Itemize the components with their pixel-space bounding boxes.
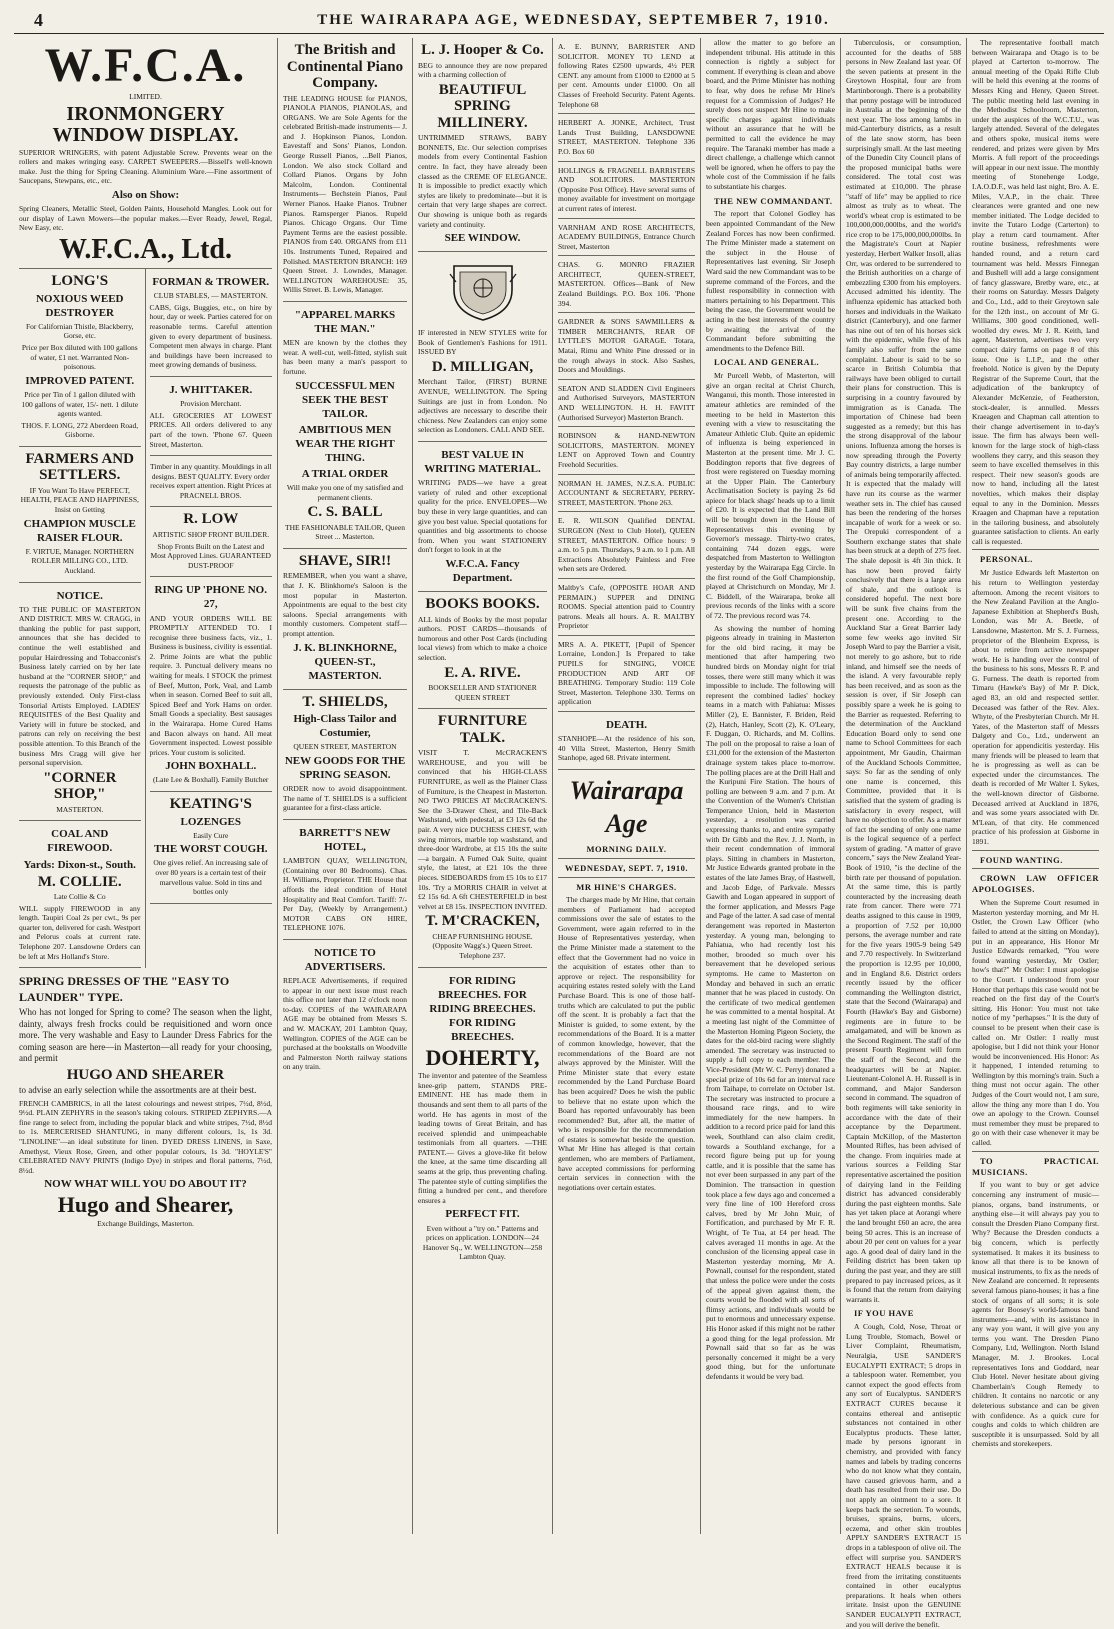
shave-ad (283, 549, 407, 690)
hugo-question: NOW WHAT WILL YOU DO ABOUT IT? (44, 1178, 247, 1191)
ifyou-body: A Cough, Cold, Nose, Throat or Lung Trouble, Stomach, Bowel or Liver Complaint, Rheumatism, Neuralgia, USE SANDER'S EUCALYPTI EXTRACT; 5 drops in a tablespoon water. Remember, you cannot expect the good effects from any sort of Eucalyptus. SANDER'S EXTRACT CURES because it contains ethereal and antiseptic substances not contained in other Eucalyptus products. These latter, made by persons ignorant in chemistry, and provided with fancy names and labels by trading concerns who do not know what they contain, have caused grievous harm, and a death has resulted from their use. Do not apply an ointment to a sore. It keeps back the secretion. To wounds, bruises, sprains, burns, ulcers, eczema, and other skin troubles APPLY SANDER'S EXTRACT 15 drops in a tablespoon of olive oil. The effect will surprise you. SANDER'S EXTRACT HEALS because it is freed from the irritating constituents contained in other eucalyptus preparations. It heals when others irritate. Insist upon the GENUINE SANDER EUCALYPTI EXTRACT, and you will derive the benefit. (846, 1322, 961, 1629)
coal-ad (19, 821, 141, 968)
hugo-address: Exchange Buildings, Masterton. (97, 1218, 194, 1228)
hooper-see: SEE WINDOW. (444, 232, 521, 245)
furniture-ad (418, 709, 547, 967)
boxhall-sub: (Late Lee & Boxhall). Family Butcher (153, 775, 269, 785)
shields-new: NEW GOODS FOR THE SPRING SEASON. (284, 755, 406, 782)
champion-signature: F. VIRTUE, Manager. NORTHERN ROLLER MILLING CO., LTD. Auckland. (25, 546, 134, 576)
notice-title: NOTICE. (56, 589, 103, 602)
apparel-ambitious: AMBITIOUS MEN WEAR THE RIGHT THING. (295, 423, 395, 464)
doherty-end: Even without a "try on." Patterns and prices on application. LONDON—24 Hanover Sq., W. WELLINGTON—258 Lambton Quay. (422, 1223, 543, 1262)
corner-shop-title: "CORNER SHOP," (43, 769, 117, 803)
writing-body: WRITING PADS—we have a great variety of ruled and other exceptional quality for the price. ENVELOPES—We buy these in very large quantities, and can give you best value. Special quotations for quantities and big assortments to choose from. When you want STATIONERY don't forget to look in at the (418, 478, 547, 555)
ifyou-title: IF YOU HAVE (854, 1308, 914, 1319)
hooper-title: L. J. Hooper & Co. (421, 42, 544, 58)
shields-body: ORDER now to avoid disappointment. The name of T. SHIELDS is a sufficient guarantee for a first-class article. (283, 784, 407, 813)
advertisers-title: NOTICE TO ADVERTISERS. (304, 946, 386, 973)
hugo-ad (19, 968, 272, 1234)
forman-body: CABS, Gigs, Buggies, etc., on hire by hour, day or week. Parties catered for on reasonable terms. Careful attention given to every department of business. Competent men always in charge. Plant and buildings have been increased to meet growing demands of business. (149, 302, 272, 370)
mccracken-sub: CHEAP FURNISHING HOUSE. (Opposite Wagg's.) Queen Street. Telephone 237. (432, 931, 533, 961)
barrett-ad (283, 820, 407, 940)
farmers-body: IF You Want To Have PERFECT, HEALTH, PEACE AND HAPPINESS, Insist on Getting (20, 485, 139, 515)
furniture-title: FURNITURE TALK. (437, 713, 528, 746)
editorial-date: WEDNESDAY, SEPT. 7, 1910. (565, 863, 688, 874)
apparel-trial-body: Will make you one of my satisfied and permanent clients. (286, 483, 404, 502)
milligan-name: D. MILLIGAN, (431, 358, 534, 375)
homing-body: As showing the number of homing pigeons already in training in Masterton for the old bird racing, it may be mentioned that after hampering two hundred birds on Monday night for trial tosses, there were still many which it was impossible to include. The following will represent the combined ladies' hockey teams in a match with Pahiatua: Misses Miller (2), E. Bannister, F. Briden, Reid (2), Hatch, Hanley, Scott (2), K. O'Leary, F. Duggan, O. Richards, and M. Collins. The poll on the proposal to raise a loan of £31,000 for the extension of the Masterton drainage system takes place to-morrow. The polling places are at the Drill Hall and the Kuripuni Fire Station. The hours of polling are between 9 a.m. and 7 p.m. At the Convention of the Women's Christian Temperance Union, held in Masterton yesterday, a resolution was carried expressing thanks to, and entire sympathy with Dr Gibb and the Rev. J. J. North, in their recent condemnation of immoral plays. Sitting in chambers in Masterton, Mr Justice Edwards granted probate in the estates of the late James Bray, of Hastwell, and Jacob Edge, of Parkvale. Messrs Gawith and Logan appeared in support of the former application, and Messrs Page and Page of the latter. A sad case of mental derangement was reported in Masterton yesterday. A young man, belonging to Pahiatua, who had recently lost his mother, brooded so much over his bereavement that he developed serious symptoms. He came to Masterton on Monday and behaved in such an erratic manner that he was placed in custody. On the certificate of two medical gentlemen he was committed to a mental hospital. At a meeting last night of the Committee of the Masterton Homing Pigeon Society, the dates for the old-bird racing were slightly amended. The secretary was instructed to supply a full copy to each member. The Vice-President (Mr W. C. Perry) donated a special prize of 10s 6d for an interval race from Taihape, to correlate on October 1st. The secretary was instructed to procure a thousand race rings, and to wire immediately for the new hampers. In addition to a record price paid for land this week, Southland can also claim credit, towards a Southland exchange, for a record figure being put up for young cattle, and it is possible that the same has not ever been surpassed in any part of the Dominion. The transaction in question took place a few days ago and concerned a very fine line of 100 Hereford cross calves, bred by Mr John Muir, of Fortification, and purchased by Mr F. R. Wright, of Te Tua, at £4 per head. The calves averaged 11 months in age. At the conclusion of the licensing appeal case in Masterton yesterday morning, Mr A. Pownall, counsel for the respondent, stated that unless the police were under the costs of the appeal given against them, the courts would be flooded with all sorts of flimsy actions, and individuals would be put to enormous and unnecessary expense. His Honor asked if this might not be rather a good thing for the legal profession. Mr Pownall said that so far as he was personally concerned it might be a very good thing, but for the unfortunate defendants it would be very bad. (706, 623, 835, 1381)
wfca-limited: LIMITED. (129, 92, 162, 101)
pikett-card: MRS A. A. PIKETT, [Pupil of Spencer Lorraine, London.] Is Prepared to take PUPILS for SINGING, VOICE PRODUCTION AND ART OF BREATHING. Temporary Studio: 119 Cole Street, Masterton. Telephone 330. Terms on application (558, 636, 695, 712)
piano-title: The British and Continental Piano Company. (286, 42, 404, 91)
newspaper-header: THE WAIRARAPA AGE, WEDNESDAY, SEPTEMBER 7, 1910. (317, 12, 830, 28)
farmers-title: FARMERS AND SETTLERS. (25, 450, 134, 484)
hooper-headline: BEAUTIFUL SPRING MILLINERY. (437, 81, 528, 131)
butcher-ad (150, 577, 273, 792)
keatings-sub: LOZENGES (180, 815, 242, 828)
hooper-body: BEG to announce they are now prepared with a charming collection of (418, 60, 547, 80)
shields-title: T. SHIELDS, (302, 693, 388, 710)
shave-title: SHAVE, SIR!! (298, 552, 392, 569)
hugo-headline: SPRING DRESSES OF THE "EASY TO LAUNDER" TYPE. (19, 974, 230, 1004)
advertisers-body: REPLACE Advertisements, if required to appear in our next issue must reach this office not later than 12 o'clock noon to-day. COPIES of the WAIRARAPA AGE may be obtained from Messrs S. and W. MACKAY, 201 Lambton Quay, Wellington. COPIES of the AGE can be purchased at the bookstalls on Woodville and Palmerston North railway stations on any train. (283, 976, 407, 1072)
personal-title: PERSONAL. (980, 554, 1033, 565)
found-title: FOUND WANTING. (980, 854, 1063, 865)
hine-continued: allow the matter to go before an independent tribunal. His attitude in this connection is rightly a subject for comment. If everything is clean and above board, and the Prime Minister has nothing to fear, why does he refuse Mr Hine's request for a Commission of Judges? He surely does not suspect Mr Hine to make specific charges against individuals without an assurance that he will be permitted to call the evidence he may require. The Taranaki member has made a direct challenge, a challenge which cannot well be ignored, when he offers to pay the whole cost of the Commission if he fails to substantiate his charges. (706, 38, 835, 191)
wfca-ad (19, 38, 272, 269)
longs-ad (19, 269, 141, 447)
barrett-body: LAMBTON QUAY, WELLINGTON, (Containing over 80 Bedrooms). Chas. H. Williams, Proprietor. THE House that affords the ideal condition of Hotel Hospitality and Real Comfort. Tariff: 7/- Per Day, (Weekly by Arrangement.) MOTOR CABS ON HIRE, TELEPHONE 1076. (283, 856, 407, 933)
ball-title: C. S. BALL (307, 504, 383, 521)
commandant-body: The report that Colonel Godley has been appointed Commandant of the New Zealand Forces has now been confirmed. The Prime Minister made a statement on the subject in the House of Representatives last evening. Sir Joseph Ward said the new Commandant was to be supreme command of the Forces, and the fullest responsibility in connection with matters pertaining to his Department. This being the case, the Government would be acting in the best interests of the country by awaiting the arrival of the Commandant before submitting the amendments to the Defence Bill. (706, 209, 835, 353)
longs-signature: THOS. F. LONG, 272 Aberdeen Road, Gisborne. (21, 420, 139, 440)
whittaker-body: ALL GROCERIES AT LOWEST PRICES. All orders delivered to any part of the town. 'Phone 67. Queen Street, Masterton. (149, 410, 272, 449)
champion-title: CHAMPION MUSCLE RAISER FLOUR. (23, 517, 136, 544)
death-body: STANHOPE—At the residence of his son, 40 Villa Street, Masterton, Henry Smith Stanhope, aged 68. Private interment. (558, 734, 695, 763)
corner-shop-place: MASTERTON. (56, 804, 104, 814)
farmers-ad (19, 447, 141, 583)
death-notice (558, 712, 695, 770)
ring-title: RING UP 'PHONE NO. 27, (154, 584, 267, 611)
low-body: Shop Fronts Built on the Latest and Most Approved Lines. GUARANTEED DUST-PROOF (150, 541, 271, 570)
apparel-ad (283, 302, 407, 549)
wfca-show: Spring Cleaners, Metallic Steel, Golden Paints, Household Mangles. Look out for our display of Lawn Mowers—the popular makes.—Ever Ready, Jewel, Regal, New Easy, etc. (19, 204, 272, 233)
piano-ad (283, 38, 407, 302)
hooper-ad (418, 38, 547, 252)
sons-card: GARDNER & SONS SAWMILLERS & TIMBER MERCHANTS, REAR OF LYTTLE'S MOTOR GARAGE. Totara, Matai, Rimu and White Pine dressed or in the rough always in stock. Also Sashes, Doors and Mouldings. (558, 313, 695, 380)
rive-sub: BOOKSELLER AND STATIONER QUEEN STREET (428, 683, 537, 702)
hine-title: MR HINE'S CHARGES. (576, 882, 677, 893)
piano-body: THE LEADING HOUSE for PIANOS, PIANOLA PIANOS, PIANOLAS, and ORGANS. We are Sole Agents for the celebrated British-made instruments— J. and J. Hopkinson Pianos, London. Eavestaff and Sons' Pianos, London. George Russell Pianos, ...Bell Pianos, London. We also stock Collard and Collard Pianos. Organs by John Malcolm, London. Continental Instruments— Bechstein Pianos, Paul Werner Pianos. Haake Pianos. Trubner Pianos. Ramsperger Pianos. Rupeld Pianos. Chicago Organs. Our Time Payment Terms are the easiest possible. PIANOS from £40. ORGANS from £11 10s. Instruments Tuned, Repaired and Polished. MASTERTON BRANCH: 169 Queen Street. J. Lowndes, Manager. WELLINGTON WAREHOUSE: 35, Willis Street. B. Lewis, Manager. (283, 93, 407, 295)
books-body: ALL kinds of Books by the most popular authors. POST CARDS—thousands of humorous and other Post Cards (including local views) from which to make a choice selection. (418, 614, 547, 662)
wfca-title: W.F.C.A. (44, 39, 247, 92)
whittaker-title: J. WHITTAKER. (169, 384, 253, 397)
keatings-ad (150, 792, 273, 904)
hugo-body: Who has not longed for Spring to come? The season when the light, dainty, always fresh frocks could be requisitioned and worn once more. The very washable and Easy to Launder Dress Fabrics for the coming season are here—in Masterton—all ready for your choosing, and permit (19, 1006, 272, 1064)
musicians-title: TO PRACTICAL MUSICIANS. (972, 1155, 1099, 1177)
ball-sub: THE FASHIONABLE TAILOR, Queen Street ... Masterton. (285, 522, 405, 542)
longs-title: LONG'S (51, 273, 109, 290)
robinson-card: ROBINSON & HAND-NEWTON SOLICITORS, MASTERTON. MONEY LENT on Approved Town and Country Freehold Securities. (558, 427, 695, 474)
apparel-success: SUCCESSFUL MEN SEEK THE BEST TAILOR. (295, 379, 395, 420)
coal-name: M. COLLIE. (37, 873, 122, 890)
local-title: LOCAL AND GENERAL. (714, 357, 820, 368)
writing-ad (418, 442, 547, 592)
commandant-title: THE NEW COMMANDANT. (714, 195, 833, 206)
news-body-2: The representative football match between Wairarapa and Otago is to be played at Carterton to-morrow. The annual meeting of the Opaki Rifle Club will be held this evening at the rooms of Messrs King and Henry, Queen Street. The public meeting held last evening in the Methodist Schoolroom, Masterton, under the auspices of the W.C.T.U., was largely attended. Several of the delegates and others spoke, musical items were rendered, and prizes were given by Mrs Morris. A full report of the proceedings will appear in our next issue. The monthly meeting of Stonehenge Lodge, I.A.O.D.F., was held last night, Bro. A. E. Miles, V.A.P., in the chair. Three clearances were granted and one new member initiated. The Lodge decided to invite the Tutaro Lodge (Carterton) to play a return card tournament. After routine business, refreshments were handed round, and a return card tournament was held. Messrs Finnegan and Bushell will add a large consignment of fancy glassware, Bretby ware, etc., at their rooms on Saturday. Messrs Dalgety and Co., Ltd., add to their Greytown sale for the 12th inst., on account of Mr G. Williams, 300 good conditioned, well-woolled dry ewes. Mr J. R. Keith, land agent, Masterton, advertises two very compact dairy farms on page 8 of this issue. One is L.I.P., and the other freehold. Notice is given by the Deputy Registrar of the Supreme Court, that the adjudication of the bankruptcy of Alexander McKenzie, of Featherston, stock-dealer, is annulled. Messrs Kraeagen and Chapman call attention to their change advertisement in to-day's issue. The firm has always been well-known for the large stock of high-class woollens they carry, and this season they seem to have excelled themselves in this respect. Their new season's goods are now to hand, including all the latest novelties, which makes their display equal to any in the Dominion. Messrs Kraagen and Chapman have a reputation in the tailoring business, and absolutely guarantee satisfaction to clients. An early call is requested. (972, 38, 1099, 546)
wfca-body: SUPERIOR WRINGERS, with patent Adjustable Screw. Prevents wear on the rollers and makes wringing easy. CARPET SWEEPERS.—Bissell's well-known make. Just the thing for Spring Cleaning. Aluminium Ware.—Fine assortment of Saucepans, Stewpans, etc., etc. (19, 147, 272, 186)
mccracken-title: T. M'CRACKEN, (425, 913, 540, 930)
column-1 (14, 38, 278, 1534)
keatings-cough: THE WORST COUGH. (153, 843, 268, 856)
hugo-body2: to advise an early selection while the assortments are at their best. (19, 1085, 257, 1096)
hine-body: The charges made by Mr Hine, that certain members of Parliament had accepted commissions over the sale of estates to the Government, were again referred to in the House of Representatives yesterday, when the Prime Minister made a statement to the effect that the Government had no voice in the acquisition of estates other than to approve or reject. The responsibility for acquiring estates rested solely with the Land Purchase Board. This is one of those half-truths which are calculated to put the public off the scent. It is probably a fact that the Minister is guided, to some extent, by the recommendations of the Board. It is a matter of common knowledge, however, that the recommendations of the Board are not always approved by the Minister. Will the Prime Minister state that every estate recommended by the Land Purchase Board has been acquired? Does he wish the public to believe that no estate upon which the Board has reported unfavourably has been recommended? But, after all, the matter of who is responsible for the recommendation of estates is somewhat beside the question. What Mr Hine has alleged is that certain gentlemen, who are members of Parliament, have accepted commissions for performing certain services in connection with the negotiations over certain estates. (558, 895, 695, 1192)
monro-card: CHAS. G. MONRO FRAZIER ARCHITECT, QUEEN-STREET, MASTERTON. Offices—Bank of New Zealand Buildings. P.O. Box 106. 'Phone 394. (558, 256, 695, 313)
coal-yards: Yards: Dixon-st., South. (23, 858, 136, 871)
seaton-card: SEATON AND SLADDEN Civil Engineers and Authorised Surveyors, MASTERTON AND WELLINGTON. H. H. FAVITT (Authorised Surveyor) Masterton Branch. (558, 380, 695, 427)
coal-body: WILL supply FIREWOOD in any length. Taupiri Coal 2s per cwt., 9s per quarter ton, delivered for cash. Westport and Pelorus coals at current rate. Telephone 207. Lansdowne Orders can be left at Mrs Holland's Store. (19, 903, 141, 961)
books-title: BOOKS BOOKS. (425, 596, 540, 613)
shields-address: QUEEN STREET, MASTERTON (293, 742, 397, 752)
column-6 (841, 38, 967, 1629)
advertisers-notice (283, 940, 407, 1078)
ring-body: AND YOUR ORDERS WILL BE PROMPTLY ATTENDED TO. I recognise three business facts, viz., 1. Business is business, civility is essential. 2. Prime Joints are what the public require. 3. Punctual delivery means no waiting for meals. I STOCK the primest of Beef, Mutton, Pork, Veal, and Lamb when in season. Corned Beef to suit all, Spiced Beef and York Hams on order. Small Goods a speciality. Best sausages in the Wairarapa. Home Cured Hams and Bacon always on hand. All meat Government inspected. Lowest possible prices. Your custom is solicited. (149, 613, 272, 757)
hugo-name: HUGO AND SHEARER (66, 1066, 225, 1083)
apparel-title: "APPAREL MARKS THE MAN." (294, 308, 396, 336)
milligan-ad (418, 252, 547, 442)
shields-ad (283, 690, 407, 820)
column-4 (553, 38, 701, 1534)
shave-body: REMEMBER, when you want a shave, that J. K. Blinkhorne's Saloon is the most popular in Masterton. Appointments are equal to the best city saloons. Special arrangements with monthly customers. Competent staff—prompt attention. (283, 571, 407, 638)
timber-body: Timber in any quantity. Mouldings in all designs. BEST QUALITY. Every order receives expert attention. Right Prices at PRACNELL BROS. (149, 462, 272, 500)
milligan-body: IF interested in NEW STYLES write for Book of Gentlemen's Fashions for 1911. ISSUED BY (418, 328, 547, 357)
furniture-body: VISIT T. McCRACKEN'S WAREHOUSE, and you will be convinced that his HIGH-CLASS FURNITURE, as well as the Plainer Class of Furniture, is the Cheapest in Masterton. NO TWO PRICES AT McCRACKEN'S. See the 3-Drawer Chest, and Tile-Back Washstand, with pedestal, at £3 12s 6d the pair. A very nice DUCHESS CHEST, with swing mirrors, marble top washstand, and three-door Wardrobe, at £15 10s the suite—a bargain. A Fumed Oak Suite, quaint style, the latest, at £21 10s the three pieces. SIDEBOARDS from £5 10s to £17 10s. 'Try a MORRIS CHAIR in velvet at £2 15s 6d. A 6ft CHESTERFIELD in best velvet at £8 15s. INSPECTION INVITED. (418, 748, 547, 911)
coal-title: COAL AND FIREWOOD. (47, 828, 113, 855)
coal-sub: Late Collie & Co (53, 892, 106, 902)
column-2 (278, 38, 413, 1534)
norman-card: NORMAN H. JAMES, N.Z.S.A. PUBLIC ACCOUNTANT & SECRETARY, PERRY-STREET, MASTERTON. 'Phone 263. (558, 475, 695, 513)
longs-for: For Californian Thistle, Blackberry, Gorse, etc. (26, 321, 134, 341)
wfca-also: Also on Show: (111, 188, 180, 201)
local-body: Mr Purcell Webb, of Masterton, will give an organ recital at Christ Church, Wanganui, this month. Those interested in amateur athletics are reminded of the meeting to be held in Masterton this evening with a view to resuscitating the Amateur Athletic Club. Quite an epidemic of influenza is being experienced in Masterton at the present time. Mr J. C. Boddington reports that five degrees of frost were registered on Tuesday morning at the Upper Plain. The Canterbury Acclimatisation Society is paying 2s 6d apiece for black shags' heads up to a limit of £20. It is expected that the Land Bill will be brought down in the House of Representatives this evening by Governor's message. Thirty-two crates, containing 744 dozen eggs, were despatched from Masterton to Wellington yesterday by the Wairarapa Egg Circle. In the first round of the Golf Championship, played at Christchurch on Monday, Mr J. C. Biddell, of the Wairarapa, broke all previous records of the links with a score of 72. The previous record was 74. (706, 371, 835, 620)
column-7 (967, 38, 1104, 1534)
books-ad (418, 592, 547, 709)
longs-price: Price per Box diluted with 100 gallons of water, £1 net. Warranted Non-poisonous. (21, 343, 138, 372)
wfca-ltd: W.F.C.A., Ltd. (59, 233, 232, 265)
notice-ad (19, 583, 141, 822)
forman-title: FORMAN & TROWER. (152, 276, 270, 289)
jonke-card: HERBERT A. JONKE, Architect, Trust Lands Trust Building, LANSDOWNE STREET, MASTERTON. Telephone 336 P.O. Box 60 (558, 114, 695, 161)
keatings-cure: Easily Cure (193, 830, 229, 840)
doherty-body: The inventor and patentee of the Seamless knee-grip pattern, STANDS PRE-EMINENT. HE has made them in thousands and sent them to all parts of the world. He has agents in most of the leading towns of Great Britain, and has received splendid and unimpeachable testimonials from all quarters. —THE PATENT.— Gives a glove-like fit below the knee, at the same time discarding all seams at the grip, thus preventing chafing. The patentee style of cutting simplifies the fitting a hundred per cent., and therefore ensures a (418, 1071, 547, 1205)
shave-signature: J. K. BLINKHORNE, QUEEN-ST., MASTERTON. (293, 641, 397, 682)
pracnell-ad (150, 456, 273, 507)
hugo-signature: Hugo and Shearer, (57, 1192, 234, 1218)
wfca-fancy: W.F.C.A. Fancy Department. (445, 557, 520, 585)
death-title: DEATH. (605, 719, 648, 732)
apparel-trial: A TRIAL ORDER (301, 467, 389, 480)
forman-ad (150, 269, 273, 377)
masthead (14, 8, 1104, 34)
page-columns (14, 38, 1104, 1629)
crown-body: When the Supreme Court resumed in Masterton yesterday morning, and Mr H. Ostler, the Crown Law Officer (who failed to attend at the sitting on Monday), put in an appearance, His Honor Mr Justice Edwards remarked, "You were found wanting yesterday, Mr Ostler; how's that?" Mr Ostler: I must apologise to the Court. I understood from your Honor that perhaps this case would not be reached on the first day of the Court's sitting. His Honor: You must not take notice of my "perhapses." It is the duty of counsel to be present when their case is called on. Mr Ostler: I really must apologise, but I did not think your Honor would be inconvenienced. His Honor: As it happened, I intended returning to Wellington by this morning's train. Such a thing must not occur again. The other Judges of the Court would not, I am sure, allow the thing any more than I do. You owe an apology to the Crown. Counsel must remember they must be prepared to go on with their case whenever it may be called. (972, 898, 1099, 1148)
crown-title: CROWN LAW OFFICER APOLOGISES. (972, 873, 1099, 895)
doherty-fit: PERFECT FIT. (445, 1208, 520, 1221)
editorial-sub: MORNING DAILY. (586, 844, 667, 855)
wfca-headline: IRONMONGERY WINDOW DISPLAY. (52, 102, 239, 146)
editorial-masthead: Wairarapa Age (569, 775, 684, 839)
wilson-card: E. R. WILSON Qualified DENTAL SURGEON (Next to Club Hotel), QUEEN STREET, MASTERTON. Office hours: 9 a.m. to 5 p.m. Thursdays, 9 a.m. to 1 p.m. All Extractions Absolutely Painless and Free when sets are Ordered. (558, 512, 695, 579)
column-3 (413, 38, 553, 1534)
keatings-body: One gives relief. An increasing sale of over 80 years is a certain test of their marvellous value. Sold in tins and bottles only (153, 858, 269, 897)
column-5 (701, 38, 841, 1534)
low-ad (150, 507, 273, 577)
longs-sub: NOXIOUS WEED DESTROYER (35, 292, 124, 319)
hugo-list: FRENCH CAMBRICS, in all the latest colourings and newest stripes, 7½d, 8½d, 9½d. PLAIN ZEPHYRS in the season's taking colours. STRIPED ZEPHYRS.—A fine range to select from, including the popular black and white stripes, 7½d, 8½d to 1s. MERCERISED SHANTUNG, in many different colours, 1s, 1s 3d. "LINOLINE"—an ideal substitute for linen. DYED DRESS LINENS, in Saxe, Amethyst, Vieux Rose, Green, and other popular colours, 1s 3d. "HOYLE'S" CELEBRATED NAVY PRINTS (Indigo Dye) in stripes and floral patterns, 7½d, 8½d. (19, 1098, 272, 1175)
notice-body: TO THE PUBLIC OF MASTERTON AND DISTRICT. MRS W. CRAGG, in thanking the public for past support, announces that she has decided to continue the well established and popular Hairdressing and Tobacconist's Business lately carried on by her late husband at the "CORNER SHOP," and requests the patronage of the public as previously extended. Only First-class Tonsorial Artists Employed. LADIES' REQUISITES of the Best Quality and Variety will in future be stocked, and patrons can rely on receiving the best possible attention. To this Branch of the business Mrs Cragg will give her personal supervision. (19, 604, 141, 768)
keatings-title: KEATING'S (169, 796, 252, 813)
royal-arms-icon (446, 260, 520, 324)
apparel-body: MEN are known by the clothes they wear. A well-cut, well-fitted, stylish suit has been many a man's passport to fortune. (283, 338, 407, 376)
varnham-card: VARNHAM AND ROSE ARCHITECTS, ACADEMY BUILDINGS, Entrance Church Street, Masterton (558, 219, 695, 257)
doherty-ad (418, 968, 547, 1268)
low-sub: ARTISTIC SHOP FRONT BUILDER. (152, 529, 270, 539)
bunny-card: A. E. BUNNY, BARRISTER AND SOLICITOR. MONEY TO LEND at following Rates £2500 upwards, 4½ PER CENT. any amount from £1000 to £2000 at 5 per cent. Amounts under £1000. On all Classes of Freehold Security. Patent Agents. Telephone 68 (558, 38, 695, 114)
longs-improved: IMPROVED PATENT. (25, 374, 135, 387)
maltby-card: Maltby's Cafe, (OPPOSITE HOAR AND PERMAIN.) SUPPER and DINING ROOMS. Special attention paid to Country patrons. Meals all hours. A. R. MALTBY Proprietor (558, 579, 695, 636)
musicians-body: If you want to buy or get advice concerning any instrument of music—pianos, organs, band instruments, or anything else—it will always pay you to consult the Dresden Piano Company first. Why? Because the Dresden conducts a big concern, which is perfectly systematised. It makes it its business to know all that there is to be known of musical instruments, to fix as the needs of New Zealand are concerned. It represents several famous piano-houses; it has a fine stock of organs of all sorts; it is sole agents for Boosey's world-famous band instruments—and, with its assistance in any way you want, it will give you any terms you want. The Dresden Piano Company, Ltd, Wellington. North Island Manager, M. J. Brookes. Local representatives Ions and Goddard, near Club Hotel. Never hesitate about giving Chamberlain's Cough Remedy to children. It contains no narcotic or any deleterious substance and can be given with confidence. As a quick cure for coughs and colds to which children are susceptible it is unsurpassed. Sold by all chemists and storekeepers. (972, 1180, 1099, 1449)
low-title: R. LOW (183, 511, 239, 528)
longs-improved-price: Price per Tin of 1 gallon diluted with 100 gallons of water, 15/- nett. 1 dilute agents wanted. (21, 389, 139, 419)
doherty-title: DOHERTY, (425, 1045, 540, 1071)
boxhall-title: JOHN BOXHALL. (165, 760, 257, 773)
page-number: 4 (34, 10, 43, 30)
shields-sub: High-Class Tailor and Costumier, (293, 713, 397, 740)
personal-body: Mr Justice Edwards left Masterton on his return to Wellington yesterday afternoon. Among the recent visitors to the New Zealand Pavilion at the Anglo-Japanese Exhibition at Shepherd's Bush, London, was Mr A. Beetle, of Lansdowne, Masterton. Mr S. J. Furness, proprietor of the Blenheim Express, is about to retire from active newspaper work. He is handing over the control of the business to his sons, Messrs R. P. and G. Furness. The death is reported from Timaru (Hawke's Bay) of Mr P. Dick, aged 83, an old and respected settler. Deceased was father of the Rev. Alex. Whyte, of the Presbyterian Church. Mr H. Yates, of the Masterton staff of Messrs Dalgety and Co., Ltd., underwent an operation for appendicitis yesterday. His many friends will be pleased to learn that he is progressing as well as can be expected under the circumstances. The death is recorded of Mr Walter I. Sykes, the well-known director of Gisborne. Deceased arrived at Auckland in 1876, and was some years associated with Dr. M'Lean, of that city. He commenced practice of his profession at Gisborne in 1891. (972, 568, 1099, 846)
milligan-sub: Merchant Tailor, (FIRST) BURNE AVENUE, WELLINGTON. The Spring Suitings are just in from London. No adjectives are necessary to describe their chicness. New Zealanders can enjoy some selection as Londoners. CALL AND SEE. (418, 377, 547, 435)
hooper-body2: UNTRIMMED STRAWS, BABY BONNETS, Etc. Our selection comprises models from every Continental Fashion centre. In fact, they have already been classed as the CREME OF ELEGANCE. It is impossible to predict exactly which styles are likely to predominate—but it is certain that very large shapes are correct. Our showing is unique both as regards variety and continuity. (418, 133, 547, 229)
hollings-card: HOLLINGS & FRAGNELL BARRISTERS AND SOLICITORS. MASTERTON (Opposite Post Office). Have several sums of money available for investment on mortgage at current rates of interest. (558, 162, 695, 219)
whittaker-ad (150, 377, 273, 456)
forman-sub: CLUB STABLES, — MASTERTON. (153, 291, 268, 301)
whittaker-sub: Provision Merchant. (180, 399, 242, 409)
rive-title: E. A. RIVE. (444, 664, 521, 681)
news-body: Tuberculosis, or consumption, accounted for the deaths of 588 persons in New Zealand last year. Of the seven patients at present in the Greytown Hospital, four are from Martinborough. There is a probability that penny postage will be introduced in Australia at the beginning of the next year. The loss among lambs in mid-Canterbury districts, as a result of the late snow storm, has been surprisingly small. At the last meeting of the Dunedin City Council plans of the proposed municipal baths were considered. The total cost was estimated at £10,000. The phrase "staff of life" may be applied to rice almost as truly as to wheat. The world's wheat crop is estimated to be 100,000,000,000lbs, and the world's rice crop to be 175,000,000,000lbs. In the Magistrate's Court at Napier yesterday, Herbert Walker Insoll, alias Orr, was ordered to be surrendered to the British authorities on a charge of embezzling £300 from his employers. Accused admitted his identity. The influenza epidemic has attacked both horses and individuals in the Waikato district (Canterbury), and one farmer has nine out of ten of his horses sick with the epidemic, while five of his family also suffer from the same complaint. Labour is said to be so scarce in British Columbia that railways have been obliged to curtail their plans for construction. This is surprising in a country favoured by immigration as is Canada. The importation of Chinese had been suggested as a remedy; but this has the strong disapproval of the labour unions. Influenza among the horses is now spreading through the Poverty Bay country districts, a large number of animals being temporarily affected. It is expected that the malady will have run its course as the warmer weather sets in. The chief has caused has been the rendering of the horses incapable of work for a week or so. The Orepuki correspondent of a Southern exchange states that shale has been struck at a depth of 275 feet. The shale deposit is 4ft 3in thick. It has now been proved fairly conclusively that there is a large area of shale, and the outlook is considered hopeful. The next bore will be sunk five chains from the present one. According to the Auckland Star a Great Barrier lady some few weeks ago invited Sir Joseph Ward to pay the Barrier a visit, not merely to go ashore, but to ride inland, and himself see the needs of the island. A very favourable reply has been received, and as soon as the session is over, if Sir Joseph can possibly spare a week he is going to the Barrier as requested. Referring to the determination of the Auckland Education Board only to send one name to School Committees for each appointment, Mr Gaudin, Chairman of the Auckland Schools Committee, says: So far as the sending of only one name is concerned, this Committee, provided that it is satisfied that the system of grading is satisfactory in every respect, will have no objection to offer. As a matter of fact the sending of only one name is the logical sequence of a perfect system of grading. "A matter of grave concern," says the New Zealand Year-Book of 1910, "is the decline of the birth rate per thousand of population. At the same time, this is partly counteracted by the increasing death rate from cancer. There were 771 deaths assigned to this cause in 1909, a proportion of 7.52 per 10,000 persons, the average number and rate for the five years 1905-9 being 549 and 7.70 respectively. In Switzerland the proportion is 12.95 per 10,000, and in England 8.6. District orders recently issued by the officer commanding the Wellington district, state that the Second (Wairarapa) and Fourth (Hawke's Bay and Gisborne) regiments are in future to be amalgamated, and will be known as the Second Regiment. The staff of the present Fourth Regiment will form the staff of the Second, and the headquarters will be at Napier. Lieutenant-Colonel A. H. Russell is in command, and Major Sanderson second in command. The squadron of both regiments will take seniority in accordance with the date of their acceptance by the Department. Captain McKillop, of the Masterton Mounted Rifles, has been advised of the change. From inquiries made at various sources a Feilding Star representative ascertained the position of dairying land in the Feilding district has advanced considerably during the past eighteen months. Sale has yet taken place at Aorangi where the land brought £60 an acre, the area being 50 acres. This is an increase of about 20 per cent on values for a year ago. A good deal of dairy land in the Feilding district has been taken up during the past year, and they are still prepared to pay increased prices, as it is found that the return from dairying warrants it. (846, 38, 961, 1304)
barrett-title: BARRETT'S NEW HOTEL, (299, 827, 391, 854)
writing-headline: BEST VALUE IN WRITING MATERIAL. (424, 449, 541, 476)
doherty-for: FOR RIDING BREECHES. FOR RIDING BREECHES. FOR RIDING BREECHES. (429, 974, 536, 1043)
